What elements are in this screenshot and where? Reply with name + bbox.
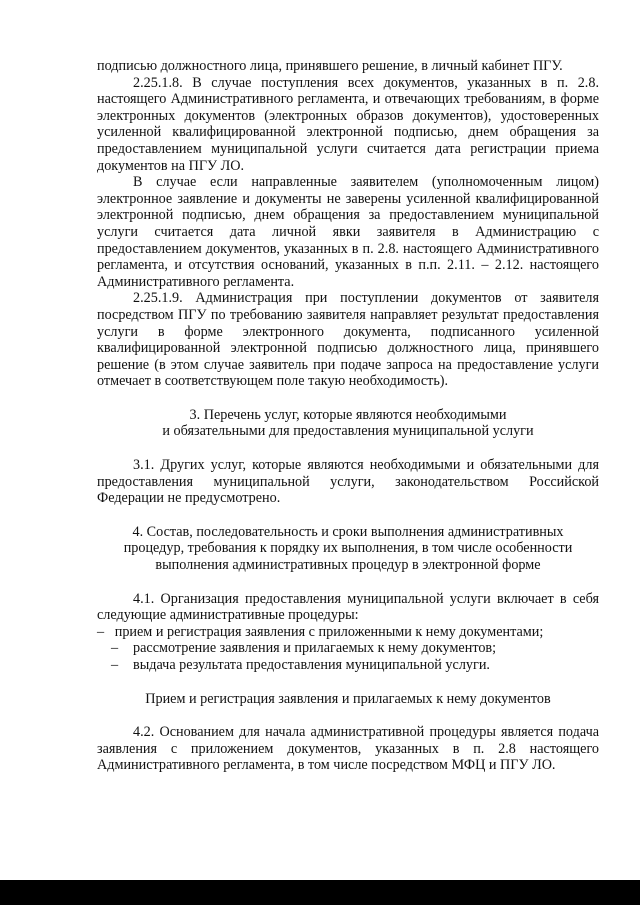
document-page (97, 58, 599, 774)
spacer (97, 707, 599, 724)
section-4-heading-line3: выполнения административных процедур в электронной форме (155, 557, 541, 574)
scan-edge-bar (0, 880, 640, 905)
section-3-heading-line2: и обязательными для предоставления муниципальной услуги (162, 423, 534, 440)
list-item (97, 624, 599, 641)
paragraph-unsigned-case: В случае если направленные заявителем (уполномоченным лицом) электронное заявление и документы не заверены усиленной квалифицированной электронной подписью, днем обращения за предоставлением муниципальной услуги считается дата личной явки заявителя в Администрацию с предоставлением документов, указанных в п. 2.8. настоящего Административного регламента, и отсутствия оснований, указанных в п.п. 2.11. – 2.12. настоящего Административного регламента. (97, 174, 599, 290)
list-item-text: рассмотрение заявления и прилагаемых к нему документов; (133, 640, 497, 657)
paragraph-3-1: 3.1. Других услуг, которые являются необходимыми и обязательными для предоставления муниципальной услуги, законодательством Российской Федерации не предусмотрено. (97, 457, 599, 507)
section-4-heading-line1: 4. Состав, последовательность и сроки выполнения административных (132, 523, 564, 540)
section-4-heading (97, 524, 599, 574)
list-item (97, 657, 599, 674)
section-3-heading-line1: 3. Перечень услуг, которые являются необходимыми (189, 406, 507, 423)
paragraph-2-25-1-9: 2.25.1.9. Администрация при поступлении документов от заявителя посредством ПГУ по требованию заявителя направляет результат предоставления услуги в форме электронного документа, подписанного усиленной квалифицированной электронной подписью должностного лица, принявшего решение (в этом случае заявитель при подаче запроса на предоставление услуги отмечает в соответствующем поле такую необходимость). (97, 290, 599, 390)
paragraph-4-2: 4.2. Основанием для начала административной процедуры является подача заявления с приложением документов, указанных в п. 2.8 настоящего Административного регламента, в том числе посредством МФЦ и ПГУ ЛО. (97, 724, 599, 774)
list-item-text: прием и регистрация заявления с приложенными к нему документами; (114, 623, 544, 640)
spacer (97, 390, 599, 407)
subsection-heading: Прием и регистрация заявления и прилагаемых к нему документов (145, 690, 551, 707)
section-4-heading-line2: процедур, требования к порядку их выполнения, в том числе особенности (123, 540, 573, 557)
spacer (97, 507, 599, 524)
list-item (97, 640, 599, 657)
paragraph-2-25-1-8: 2.25.1.8. В случае поступления всех документов, указанных в п. 2.8. настоящего Административного регламента, и отвечающих требованиям, в форме электронных документов (электронных образов документов), удостоверенных усиленной квалифицированной электронной подписью, днем обращения за предоставлением муниципальной услуги считается дата регистрации приема документов на ПГУ ЛО. (97, 74, 599, 174)
spacer (97, 440, 599, 457)
procedure-list (97, 624, 599, 674)
list-item-text: выдача результата предоставления муниципальной услуги. (133, 657, 490, 673)
paragraph-4-1: 4.1. Организация предоставления муниципальной услуги включает в себя следующие административные процедуры: (97, 590, 599, 624)
section-3-heading (97, 407, 599, 440)
list-dash: – (97, 623, 105, 640)
list-dash: – (111, 640, 119, 657)
list-dash: – (111, 657, 119, 673)
spacer (97, 674, 599, 691)
paragraph-continuation: подписью должностного лица, принявшего решение, в личный кабинет ПГУ. (97, 58, 563, 74)
spacer (97, 574, 599, 591)
